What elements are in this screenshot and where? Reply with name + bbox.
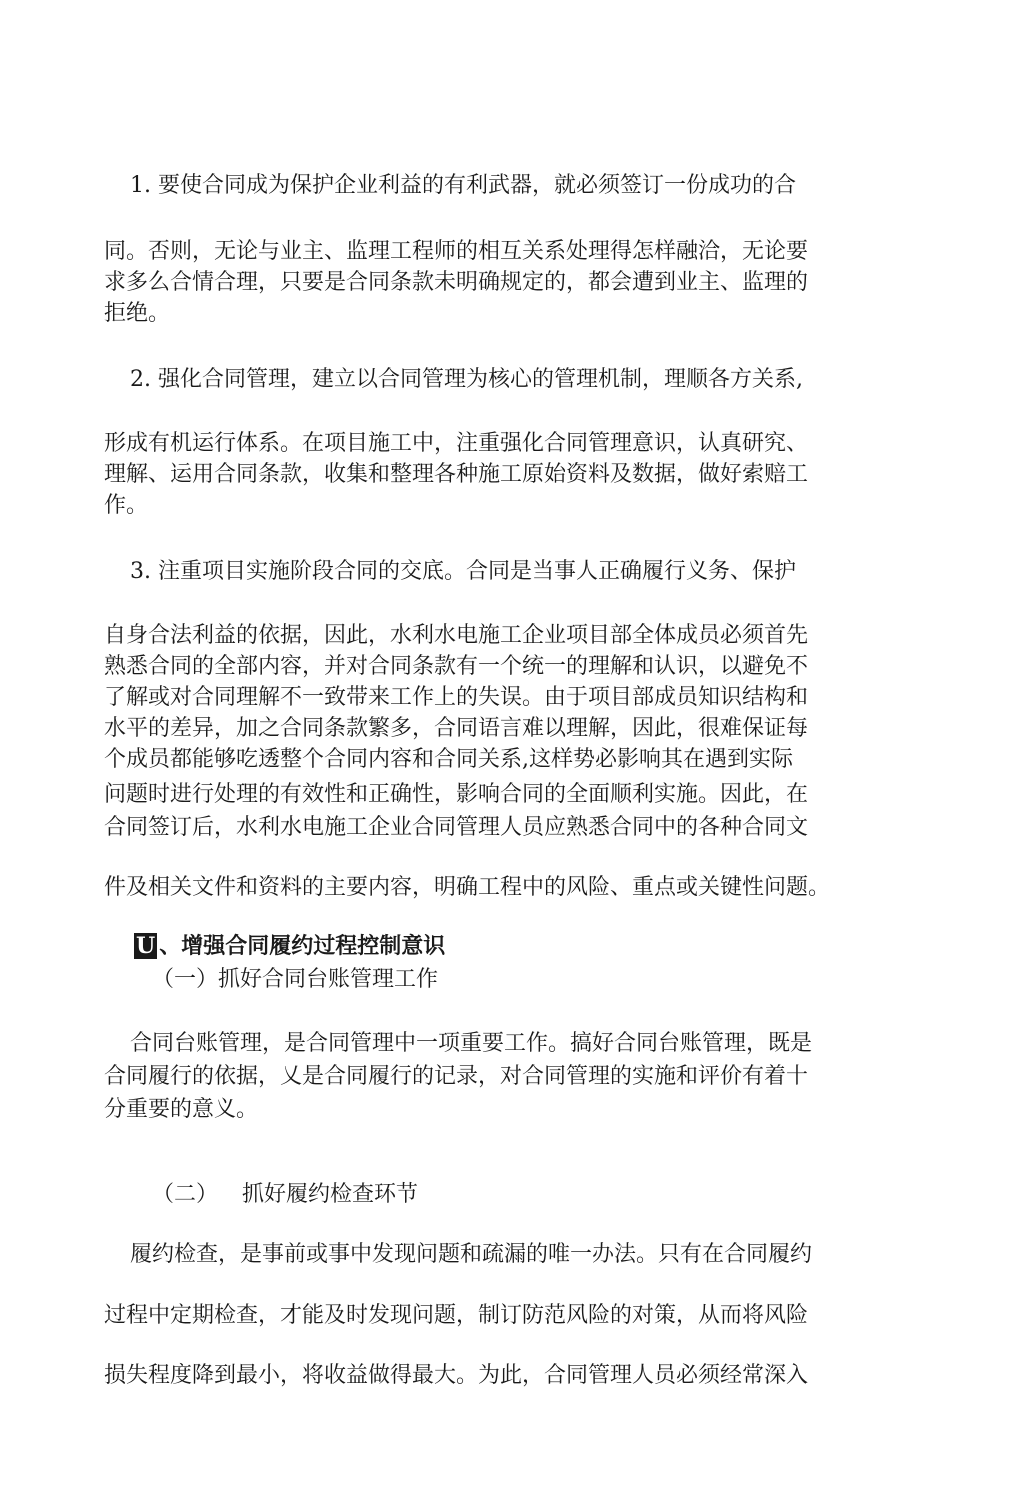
paragraph-3-line: 个成员都能够吃透整个合同内容和合同关系,这样势必影响其在遇到实际 [104,747,793,772]
paragraph-4-line: 分重要的意义。 [104,1097,259,1122]
paragraph-1-line: 同。否则，无论与业主、监理工程师的相互关系处理得怎样融洽，无论要 [104,239,809,264]
paragraph-5-line: 过程中定期检查，才能及时发现问题，制订防范风险的对策，从而将风险 [104,1303,809,1328]
paragraph-3-line: 了解或对合同理解不一致带来工作上的失误。由于项目部成员知识结构和 [104,685,809,710]
paragraph-3-line: 水平的差异，加之合同条款繁多，合同语言难以理解，因此，很难保证每 [104,716,809,741]
subsection-2-title: 抓好履约检查环节 [242,1182,419,1207]
section-heading [134,931,445,961]
paragraph-3-line: 问题时进行处理的有效性和正确性，影响合同的全面顺利实施。因此，在 [104,782,809,807]
paragraph-2-line: 作。 [104,493,149,518]
paragraph-1-line: 拒绝。 [104,301,171,326]
paragraph-5-first-line: 履约检查，是事前或事中发现问题和疏漏的唯一办法。只有在合同履约 [130,1242,813,1267]
paragraph-1-line: 求多么合情合理，只要是合同条款未明确规定的，都会遭到业主、监理的 [104,270,809,295]
paragraph-3-line: 合同签订后，水利水电施工企业合同管理人员应熟悉合同中的各种合同文 [104,815,809,840]
paragraph-2-line: 形成有机运行体系。在项目施工中，注重强化合同管理意识，认真研究、 [104,431,809,456]
subsection-2-number: （二） [152,1182,219,1207]
paragraph-3-last-line: 件及相关文件和资料的主要内容，明确工程中的风险、重点或关键性问题。 [104,875,831,900]
paragraph-3-first-line: 3. 注重项目实施阶段合同的交底。合同是当事人正确履行义务、保护 [130,559,796,584]
paragraph-2-first-line: 2. 强化合同管理，建立以合同管理为核心的管理机制，理顺各方关系, [130,367,803,392]
paragraph-3-line: 熟悉合同的全部内容，并对合同条款有一个统一的理解和认识，以避免不 [104,654,809,679]
paragraph-4-line: 合同履行的依据，乂是合同履行的记录，对合同管理的实施和评价有着十 [104,1064,809,1089]
paragraph-1-first-line: 1. 要使合同成为保护企业利益的有利武器，就必须签订一份成功的合 [130,173,796,198]
section-title: 、增强合同履约过程控制意识 [159,933,446,959]
paragraph-2-line: 理解、运用合同条款，收集和整理各种施工原始资料及数据，做好索赔工 [104,462,809,487]
section-number-mark: U [136,933,156,959]
paragraph-5-line: 损失程度降到最小，将收益做得最大。为此，合同管理人员必须经常深入 [104,1363,809,1388]
paragraph-3-line: 自身合法利益的依据，因此，水利水电施工企业项目部全体成员必须首先 [104,623,809,648]
subsection-1-title: （一）抓好合同台账管理工作 [152,967,439,992]
paragraph-4-first-line: 合同台账管理，是合同管理中一项重要工作。搞好合同台账管理，既是 [130,1031,813,1056]
